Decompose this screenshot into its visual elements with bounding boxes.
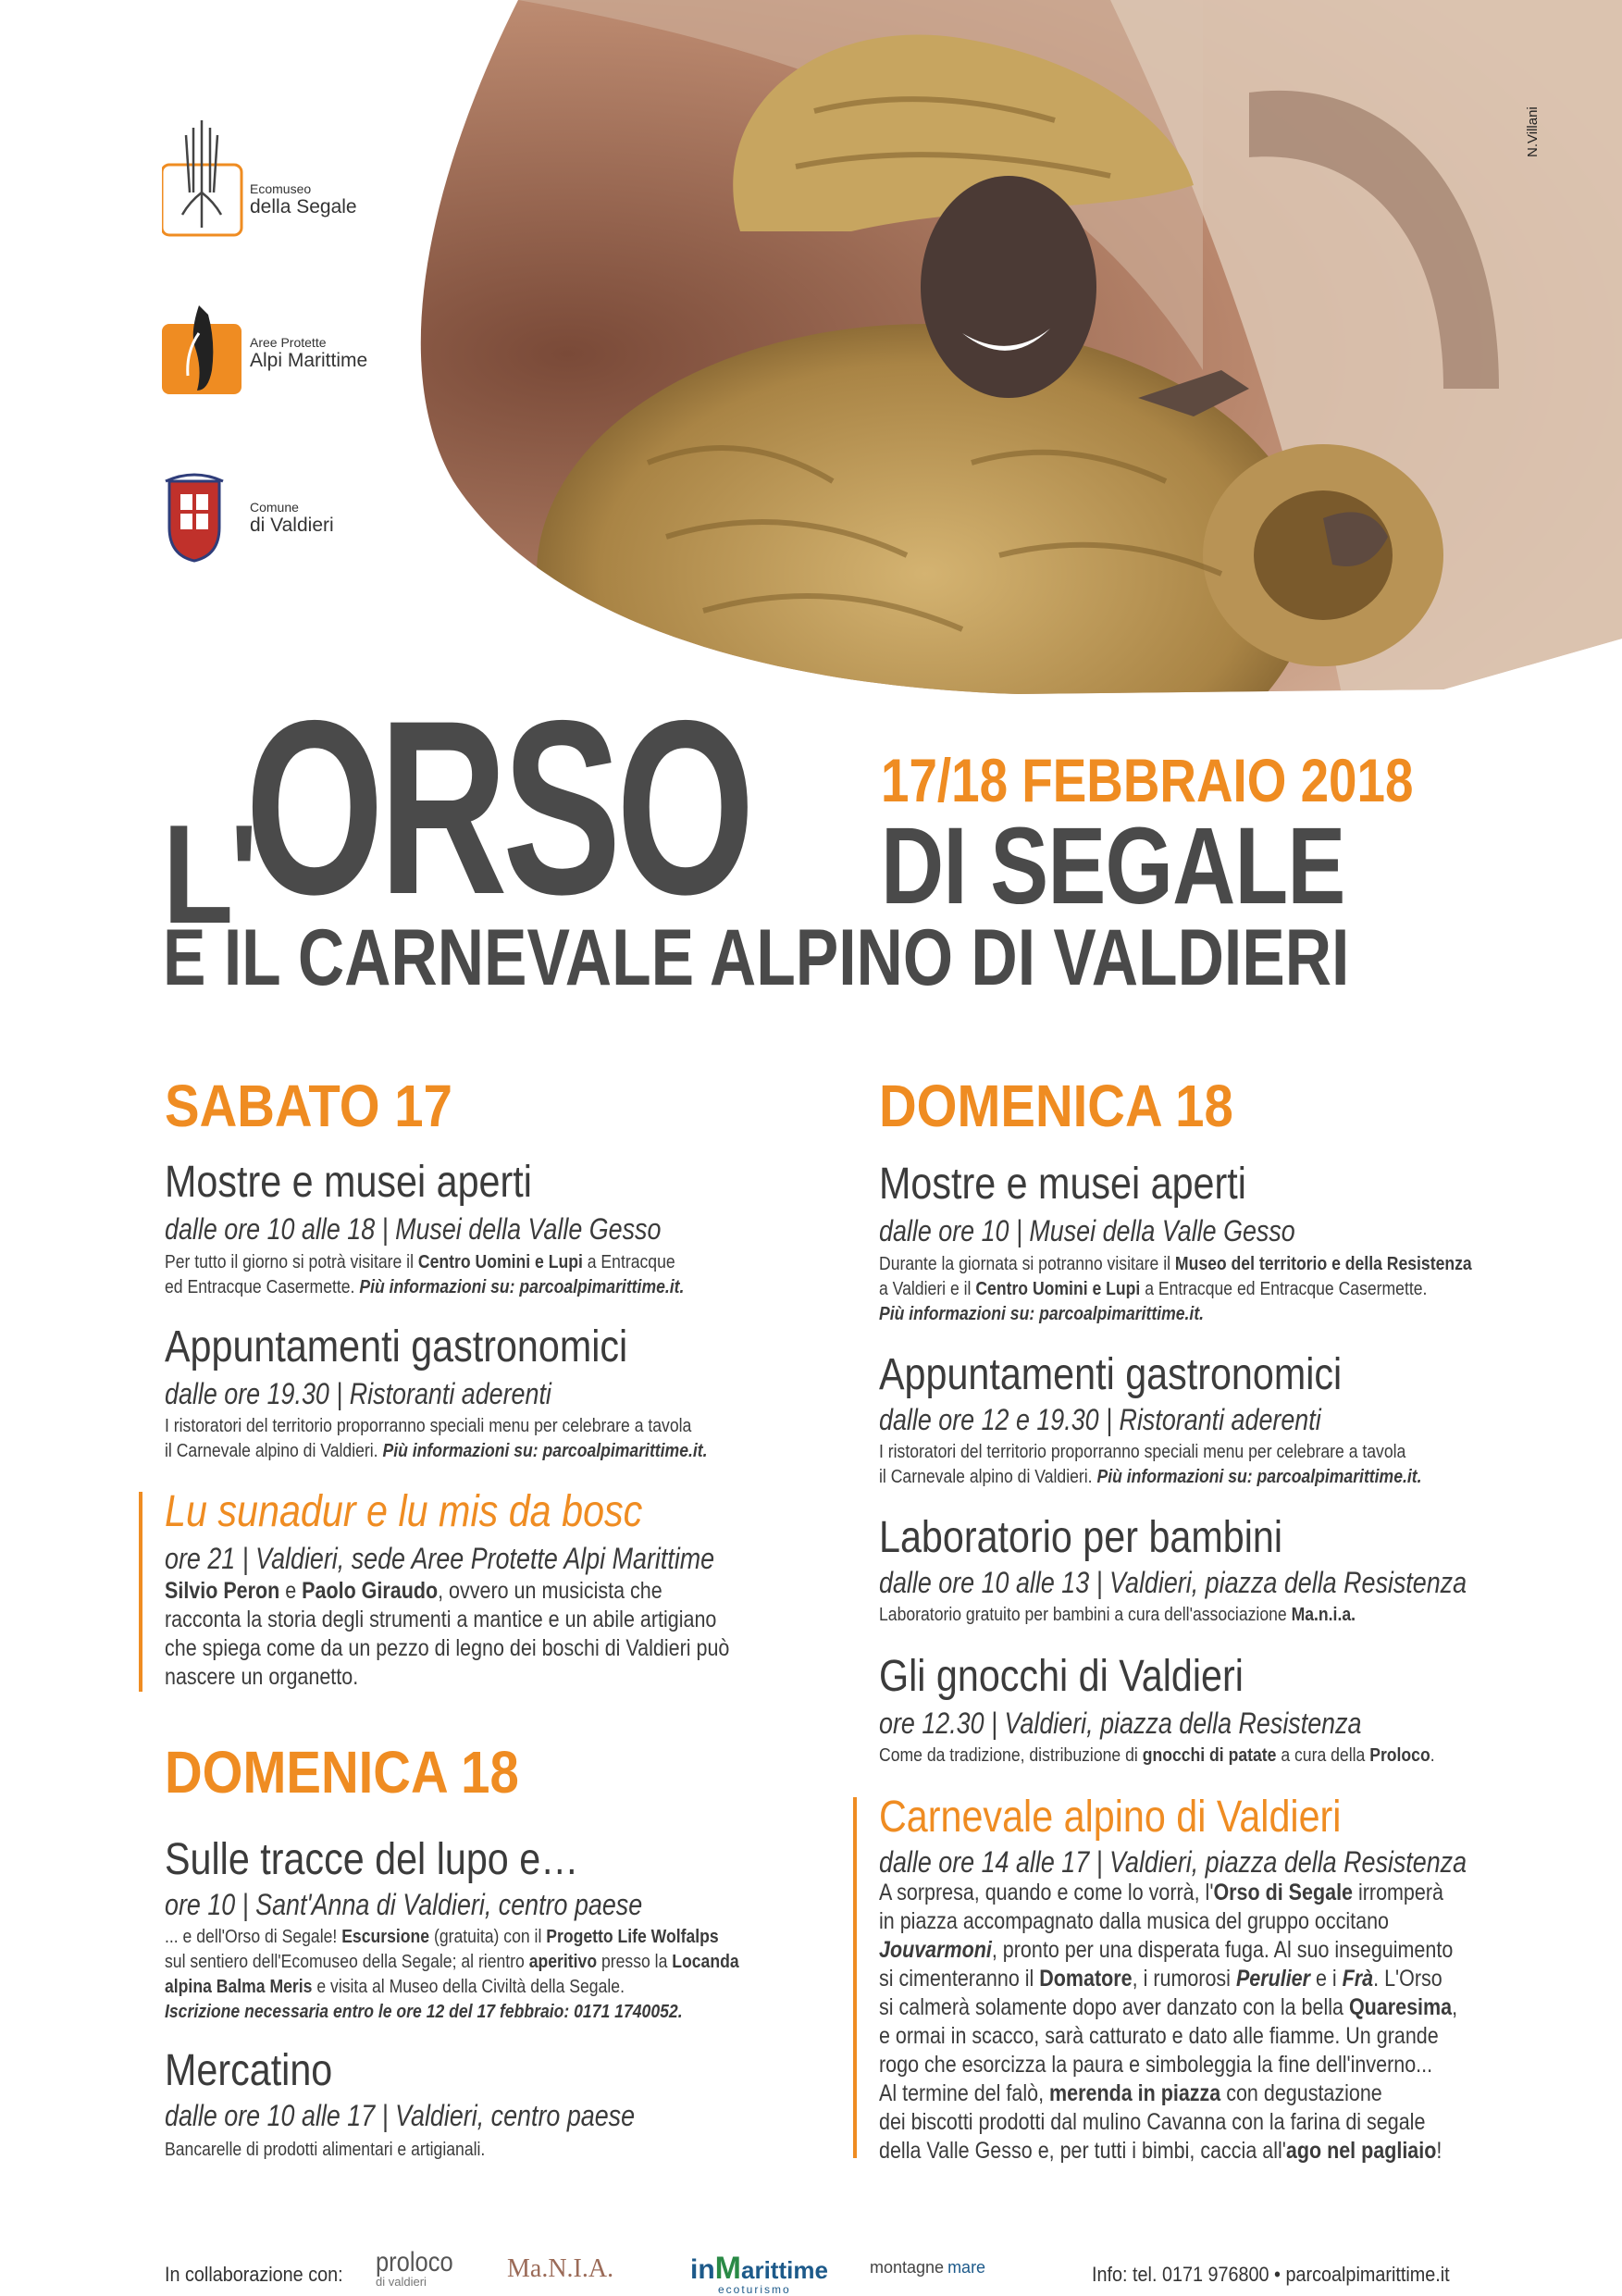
event-title: Sulle tracce del lupo e… [165, 1835, 579, 1884]
partner-inmarittime: inMarittime ecoturismo [690, 2251, 828, 2296]
event-dates: 17/18 FEBBRAIO 2018 [881, 746, 1414, 814]
bird-icon [162, 305, 241, 394]
event-description: ... e dell'Orso di Segale! Escursione (gratuita) con il Progetto Life Wolfalps sul sentiero dell'Ecomuseo della Segale; al rientro aperitivo presso la Locanda alpina Balma Meris e visita al Museo della Civiltà della Segale. Iscrizione necessaria entro le ore 12 del 17 febbraio: 0171 1740052. [165, 1927, 739, 2022]
title-di-segale: DI SEGALE [881, 805, 1345, 927]
photo-credit-text: N.Villani [1525, 106, 1541, 157]
event-description: Bancarelle di prodotti alimentari e artigianali. [165, 2140, 486, 2160]
event-description: Come da tradizione, distribuzione di gnocchi di patate a cura della Proloco. [879, 1745, 1435, 1766]
event-title: Carnevale alpino di Valdieri [879, 1793, 1342, 1842]
partner-mania: Ma.N.I.A. [507, 2254, 614, 2283]
footer-collaboration-label: In collaborazione con: [165, 2263, 343, 2286]
photo-credit [1525, 74, 1562, 157]
logo-comune: Comune di Valdieri [250, 500, 334, 536]
event-when: dalle ore 12 e 19.30 | Ristoranti aderenti [879, 1403, 1321, 1436]
event-when: dalle ore 19.30 | Ristoranti aderenti [165, 1377, 551, 1410]
event-when: dalle ore 10 | Musei della Valle Gesso [879, 1214, 1295, 1247]
logo-ecomuseo: Ecomuseo della Segale [250, 181, 357, 217]
event-description: Silvio Peron e Paolo Giraudo, ovvero un musicista che racconta la storia degli strumenti a mantice e un abile artigiano che spiega come da un pezzo di legno dei boschi di Valdieri può nascere un organetto. [165, 1578, 730, 1690]
event-title: Mercatino [165, 2046, 333, 2095]
event-when: dalle ore 10 alle 17 | Valdieri, centro paese [165, 2099, 636, 2132]
event-title: Appuntamenti gastronomici [165, 1322, 628, 1371]
event-description: I ristoratori del territorio proporranno speciali menu per celebrare a tavola il Carnevale alpino di Valdieri. Più informazioni su: parcoalpimarittime.it. [165, 1416, 708, 1461]
wheat-icon [162, 118, 245, 239]
event-description: Durante la giornata si potranno visitare il Museo del territorio e della Resistenza a Valdieri e il Centro Uomini e Lupi a Entracque ed Entracque Casermette. Più informazioni su: parcoalpimarittime.it. [879, 1254, 1472, 1324]
day-heading-domenica: DOMENICA 18 [879, 1073, 1233, 1139]
event-description: A sorpresa, quando e come lo vorrà, l'Orso di Segale irromperà in piazza accompagnato dalla musica del gruppo occitano Jouvarmoni, pronto per una disperata fuga. Al suo inseguimento si cimenteranno il Domatore, i rumorosi Perulier e i Frà. L'Orso si calmerà solamente dopo aver danzato con la bella Quaresima, e ormai in scacco, sarà catturato e dato alle fiamme. Un grande rogo che esorcizza la paura e simboleggia la fine dell'inverno... Al termine del falò, merenda in piazza con degustazione dei biscotti prodotti dal mulino Cavanna con la farina di segale della Valle Gesso e, per tutti i bimbi, caccia all'ago nel pagliaio! [879, 1880, 1458, 2164]
event-when: ore 21 | Valdieri, sede Aree Protette Alpi Marittime [165, 1542, 715, 1575]
partner-montagne-mare: montagne mare [870, 2258, 986, 2277]
footer-info: Info: tel. 0171 976800 • parcoalpimarittime.it [1092, 2263, 1450, 2286]
event-title: Mostre e musei aperti [165, 1158, 532, 1207]
highlight-bar [139, 1492, 142, 1692]
title-article: L' [163, 796, 255, 953]
event-title: Lu sunadur e lu mis da bosc [165, 1487, 643, 1536]
partner-proloco: proloco di valdieri [376, 2247, 453, 2289]
title-subtitle: E IL CARNEVALE ALPINO DI VALDIERI [163, 913, 1350, 1002]
coat-of-arms-icon [162, 472, 227, 565]
day-heading-domenica: DOMENICA 18 [165, 1739, 519, 1806]
title-orso: ORSO [245, 668, 750, 946]
logo-aree-protette: Aree Protette Alpi Marittime [250, 335, 368, 371]
event-title: Gli gnocchi di Valdieri [879, 1652, 1244, 1701]
event-when: ore 10 | Sant'Anna di Valdieri, centro paese [165, 1888, 643, 1921]
event-description: I ristoratori del territorio proporranno speciali menu per celebrare a tavola il Carnevale alpino di Valdieri. Più informazioni su: parcoalpimarittime.it. [879, 1442, 1422, 1487]
day-heading-sabato: SABATO 17 [165, 1073, 452, 1139]
event-when: dalle ore 10 alle 18 | Musei della Valle Gesso [165, 1212, 662, 1246]
event-description: Per tutto il giorno si potrà visitare il Centro Uomini e Lupi a Entracque ed Entracque Casermette. Più informazioni su: parcoalpimarittime.it. [165, 1252, 685, 1297]
event-title: Appuntamenti gastronomici [879, 1350, 1343, 1399]
event-description: Laboratorio gratuito per bambini a cura dell'associazione Ma.n.i.a. [879, 1605, 1356, 1625]
event-title: Mostre e musei aperti [879, 1160, 1246, 1209]
event-when: dalle ore 14 alle 17 | Valdieri, piazza della Resistenza [879, 1845, 1467, 1879]
event-when: ore 12.30 | Valdieri, piazza della Resistenza [879, 1706, 1362, 1740]
event-title: Laboratorio per bambini [879, 1513, 1283, 1562]
highlight-bar [853, 1797, 857, 2158]
event-when: dalle ore 10 alle 13 | Valdieri, piazza della Resistenza [879, 1566, 1467, 1599]
